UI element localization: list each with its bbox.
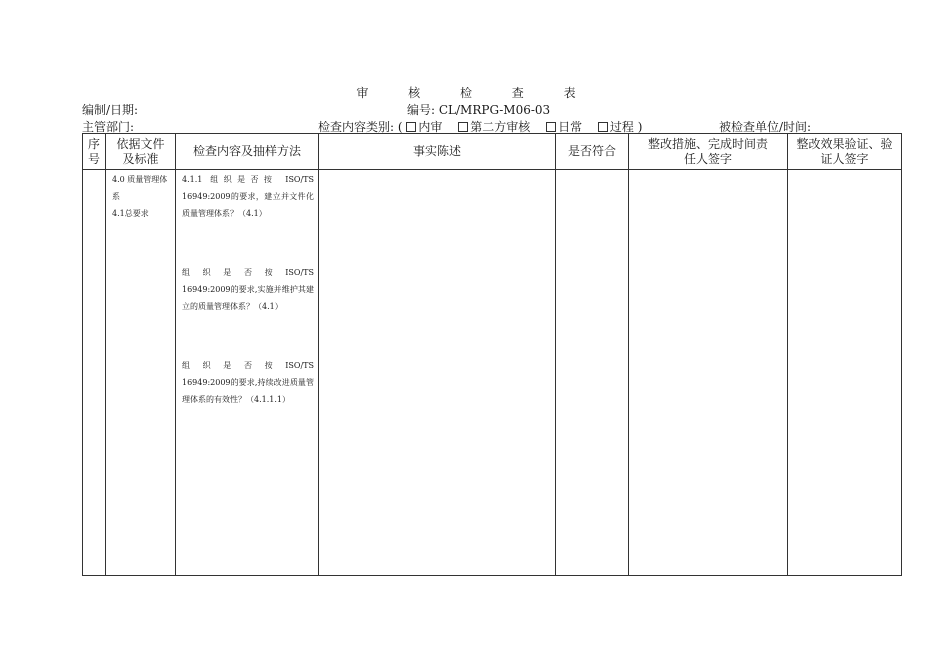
cell-basis: [106, 170, 176, 576]
checkbox-icon: [598, 122, 608, 132]
category-label: 检查内容类别: (: [318, 120, 403, 134]
header-method: 检查内容及抽样方法: [176, 134, 319, 170]
header-basis: 依据文件及标准: [106, 134, 176, 170]
basis-line: 4.0 质量管理体系: [112, 175, 168, 201]
basis-line: 4.1总要求: [112, 209, 149, 218]
checkbox-icon: [406, 122, 416, 132]
check-item: 4.1.1 组织是否按 ISO/TS 16949:2009的要求，建立并文件化质量管理体系？（4.1）: [182, 175, 314, 218]
category-close: ): [637, 120, 643, 134]
audited-unit-time-label: 被检查单位/时间:: [719, 120, 812, 134]
department-label: 主管部门:: [82, 120, 135, 134]
table-row: [83, 170, 902, 576]
page-title: 审 核 检 查 表: [356, 86, 594, 100]
checkbox-second-party-audit[interactable]: 第二方审核: [458, 120, 530, 134]
header-corrective: 整改措施、完成时间责任人签字: [629, 134, 788, 170]
cell-method: [176, 170, 319, 576]
audit-checklist-table: [82, 133, 902, 576]
checkbox-internal-audit[interactable]: 内审: [406, 120, 442, 134]
compiler-date-label: 编制/日期:: [82, 103, 139, 117]
header-conform: 是否符合: [556, 134, 629, 170]
cell-seq: [83, 170, 106, 576]
cell-corrective[interactable]: [629, 170, 788, 576]
header-seq: 序号: [83, 134, 106, 170]
header-verify: 整改效果验证、验证人签字: [788, 134, 902, 170]
cell-conform[interactable]: [556, 170, 629, 576]
checkbox-daily[interactable]: 日常: [546, 120, 582, 134]
header-facts: 事实陈述: [319, 134, 556, 170]
document-number: 编号: CL/MRPG-M06-03: [407, 103, 551, 117]
cell-verify[interactable]: [788, 170, 902, 576]
checkbox-icon: [458, 122, 468, 132]
checkbox-icon: [546, 122, 556, 132]
cell-facts[interactable]: [319, 170, 556, 576]
check-item: 组 织 是 否 按 ISO/TS 16949:2009的要求,实施并维护其建立的质量管理体系？（4.1）: [182, 268, 314, 311]
check-item: 组 织 是 否 按 ISO/TS 16949:2009的要求,持续改进质量管理体系的有效性？（4.1.1.1）: [182, 361, 314, 404]
table-header-row: [83, 134, 902, 170]
checkbox-process[interactable]: 过程: [598, 120, 634, 134]
